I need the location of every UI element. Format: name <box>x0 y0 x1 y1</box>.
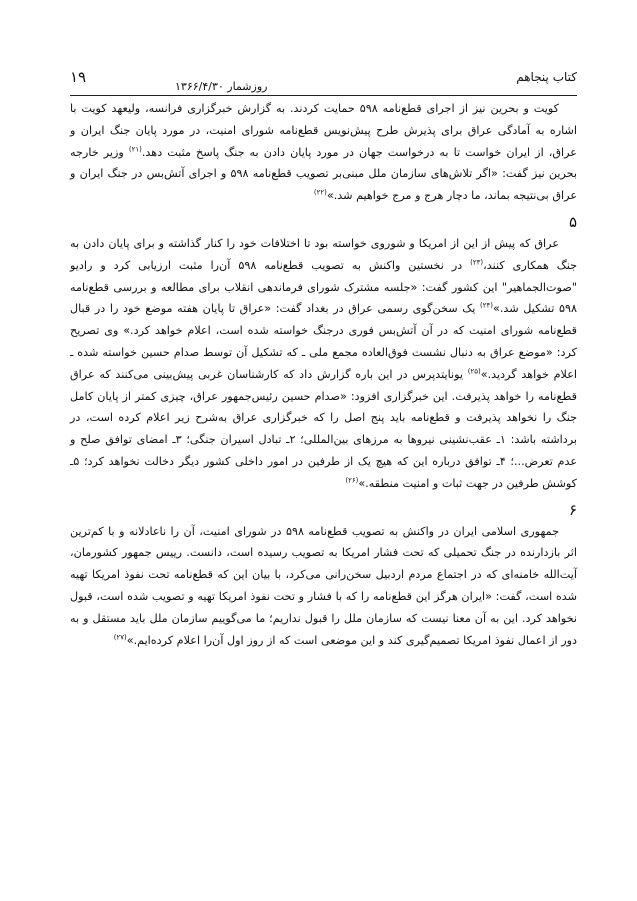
section-number-5: ۵ <box>568 212 577 231</box>
section-5-paragraph <box>70 233 577 495</box>
page-body <box>70 98 577 651</box>
page-number: ۱۹ <box>70 68 87 86</box>
footnote-ref-21: (۲۱) <box>128 144 142 153</box>
section-5-text-b: در نخستین واکنش به تصویب قطع‌نامه ۵۹۸ آن‌را مثبت ارزیابی کرد و رادیو "صوت‌الجماهیر" این کشور گفت: «جلسه مشترک شورای فرماندهی انقلاب برای مطالعه و بررسی قطع‌نامه ۵۹۸ تشکیل شد.» <box>70 258 577 316</box>
footnote-ref-26: (۲۶) <box>345 476 359 485</box>
section-number-6: ۶ <box>568 500 577 519</box>
footnote-ref-23: (۲۳) <box>470 258 484 267</box>
footnote-ref-25: (۲۵) <box>467 367 481 376</box>
footnote-ref-27: (۲۷) <box>113 632 127 641</box>
book-title: کتاب پنجاهم <box>516 70 577 84</box>
intro-paragraph <box>70 98 577 207</box>
footnote-ref-22: (۲۲) <box>313 188 327 197</box>
footnote-ref-24: (۲۴) <box>479 301 493 310</box>
section-5-text-c: یک سخن‌گوی رسمی عراق در بغداد گفت: «عراق تا پایان هفته موضع خود را در قبال قطع‌نامه شورای امنیت که در آن آتش‌بس فوری درجنگ خواسته شده است، اعلام خواهد کرد.» وی تصریح کرد: «موضع عراق به دنبال نشست فوق‌العاده مجمع ملی ـ که تشکیل آن توسط صدام حسین خواسته شده ـ اعلام خواهد گردید.» <box>70 302 577 381</box>
diary-date: روزشمار ۱۳۶۶/۴/۳۰ <box>175 80 268 93</box>
section-5-text-a: عراق که پیش از این از امریکا و شوروی خواسته بود تا اختلافات خود را کنار گذاشته و برای پایان دادن به جنگ همکاری کنند، <box>70 236 578 272</box>
header-rule <box>70 95 577 96</box>
intro-text-a: کویت و بحرین نیز از اجرای قطع‌نامه ۵۹۸ حمایت کردند. به گزارش خبرگزاری فرانسه، ولیعهد کویت با اشاره به آمادگی عراق برای پذیرش طرح پیش‌نویس قطع‌نامه شورای امنیت، در مورد پایان جنگ ایران و عراق، از ایران خواست تا به درخواست جهان در مورد پایان دادن به جنگ پاسخ مثبت دهد. <box>70 102 577 159</box>
section-6-text-a: جمهوری اسلامی ایران در واکنش به تصویب قطع‌نامه ۵۹۸ در شورای امنیت، آن را ناعادلانه و با کم‌ترین اثر بازدارنده در جنگ تحمیلی که تحت فشار امریکا به تصویب رسیده است، دانست. رییس جمهور کشورمان، آیت‌الله خامنه‌ای که در اجتماع مردم اردبیل سخن‌رانی می‌کرد، با بیان این که قطع‌نامه تحت نفوذ امریکا تهیه شده است، گفت: «ایران هرگز این قطع‌نامه را که با فشار و تحت نفوذ امریکا تهیه و تصویب شده است، قبول نخواهد کرد. این به آن معنا نیست که سازمان ملل را قبول نداریم؛ ما می‌گوییم سازمان ملل باید مستقل و به دور از اعمال نفوذ امریکا تصمیم‌گیری کند و این موضعی است که از روز اول آن‌را اعلام کرده‌ایم.» <box>70 524 577 647</box>
section-6-paragraph <box>70 521 577 652</box>
section-5-text-d: یونایتدپرس در این باره گزارش داد که کارشناسان غربی پیش‌بینی می‌کنند که عراق قطع‌نامه را خواهد پذیرفت. این خبرگزاری افزود: «صدام حسین رئیس‌جمهور عراق، چیزی کمتر از پایان کامل جنگ را نخواهد پذیرفت و قطع‌نامه باید پنج اصل را که خبرگزاری عراق به‌شرح زیر اعلام کرده است، در برداشته باشد: ۱ـ عقب‌نشینی نیروها به مرزهای بین‌المللی؛ ۲ـ تبادل اسیران جنگی؛ ۳ـ امضای توافق صلح و عدم تعرض...؛ ۴ـ توافق درباره این که هیچ یک از طرفین در امور داخلی کشور دیگر دخالت نخواهد کرد؛ ۵ـ کوشش طرفین در جهت ثبات و امنیت منطقه.» <box>70 367 578 490</box>
intro-text-b: وزیر خارجه بحرین نیز گفت: «اگر تلاش‌های سازمان ملل مبنی‌بر تصویب قطع‌نامه ۵۹۸ و اجرای آتش‌بس در جنگ ایران و عراق بی‌نتیجه بماند، ما دچار هرج و مرج خواهیم شد.» <box>70 145 578 203</box>
page-header <box>70 68 577 98</box>
